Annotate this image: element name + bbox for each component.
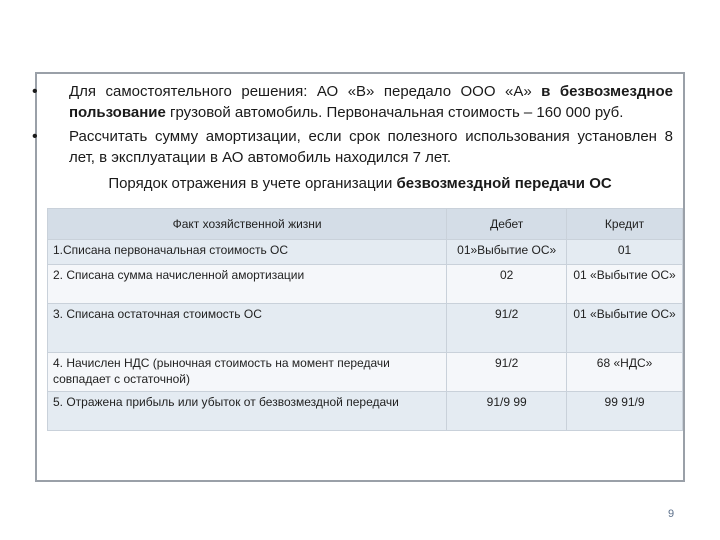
table-header-row xyxy=(48,209,683,240)
bullet-text-1 xyxy=(69,81,673,123)
cell-debit: 91/2 xyxy=(447,353,567,392)
header-debit: Дебет xyxy=(447,209,567,240)
table-row xyxy=(48,392,683,431)
cell-fact: 5. Отражена прибыль или убыток от безвозмездной передачи xyxy=(48,392,447,431)
bullet-1-bold: в безвозмездное пользование xyxy=(69,83,673,121)
cell-fact: 2. Списана сумма начисленной амортизации xyxy=(48,265,447,304)
cell-credit: 01 xyxy=(567,240,683,265)
cell-credit: 99 91/9 xyxy=(567,392,683,431)
subtitle-pre: Порядок отражения в учете организации xyxy=(108,175,397,192)
cell-credit: 01 «Выбытие ОС» xyxy=(567,265,683,304)
bullet-dot: • xyxy=(32,128,38,145)
cell-debit: 91/2 xyxy=(447,304,567,353)
subtitle-bold: безвозмездной передачи ОС xyxy=(396,175,612,192)
cell-fact: 1.Списана первоначальная стоимость ОС xyxy=(48,240,447,265)
cell-debit: 91/9 99 xyxy=(447,392,567,431)
cell-credit: 68 «НДС» xyxy=(567,353,683,392)
header-fact: Факт хозяйственной жизни xyxy=(48,209,447,240)
cell-debit: 02 xyxy=(447,265,567,304)
cell-fact: 3. Списана остаточная стоимость ОС xyxy=(48,304,447,353)
table-row xyxy=(48,240,683,265)
bullet-dot: • xyxy=(32,83,38,100)
slide-frame xyxy=(32,72,685,482)
cell-debit: 01»Выбытие ОС» xyxy=(447,240,567,265)
cell-fact: 4. Начислен НДС (рыночная стоимость на момент передачи совпадает с остаточной) xyxy=(48,353,447,392)
bullet-1-post: грузовой автомобиль. Первоначальная стоимость – 160 000 руб. xyxy=(165,104,624,121)
bullet-text-2: Рассчитать сумму амортизации, если срок полезного использования установлен 8 лет, в эксплуатации в АО автомобиль находился 7 лет. xyxy=(69,128,673,166)
bullet-1-pre: Для самостоятельного решения: АО «В» передало ООО «А» xyxy=(69,83,542,100)
table-row xyxy=(48,265,683,304)
page-number: 9 xyxy=(668,508,675,520)
accounting-table xyxy=(47,208,683,431)
table-row xyxy=(48,304,683,353)
cell-credit: 01 «Выбытие ОС» xyxy=(567,304,683,353)
section-subtitle xyxy=(37,173,683,194)
header-credit: Кредит xyxy=(567,209,683,240)
table-row xyxy=(48,353,683,392)
